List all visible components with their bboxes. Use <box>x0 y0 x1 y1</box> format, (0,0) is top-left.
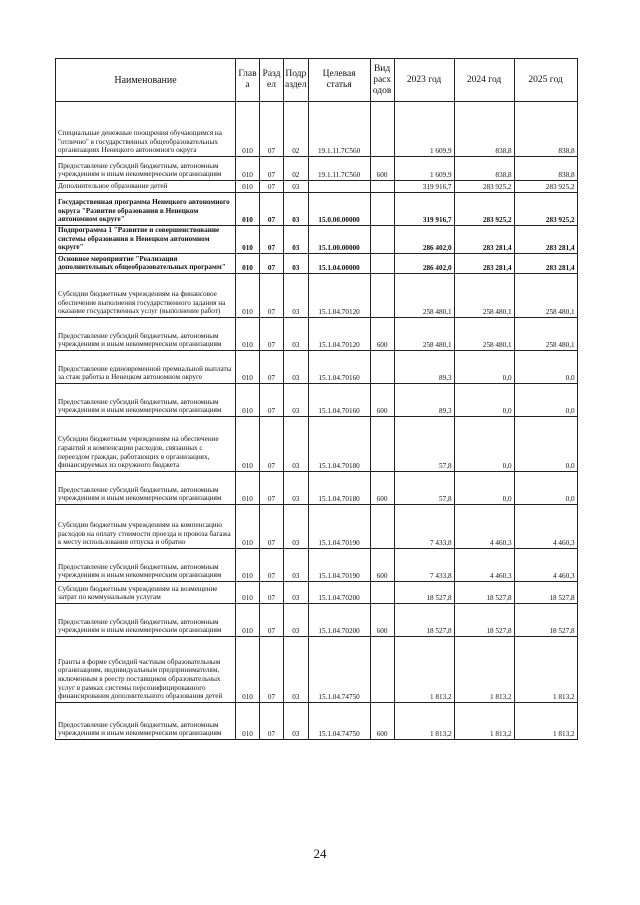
row-razdel: 07 <box>260 416 284 471</box>
table-row <box>56 504 578 548</box>
header-name: Наименование <box>56 59 236 102</box>
row-2025: 838,8 <box>514 157 577 181</box>
row-2023: 1 609,9 <box>394 102 454 157</box>
row-vid <box>370 253 394 273</box>
row-razdel: 07 <box>260 226 284 254</box>
row-2023: 319 916,7 <box>394 181 454 193</box>
row-glava: 010 <box>236 226 260 254</box>
row-target: 15.1.04.70120 <box>308 273 370 317</box>
row-vid: 600 <box>370 383 394 416</box>
table-row <box>56 383 578 416</box>
row-2023: 319 916,7 <box>394 193 454 226</box>
row-target: 15.1.04.70120 <box>308 317 370 350</box>
row-2025: 0,0 <box>514 383 577 416</box>
table-row <box>56 350 578 383</box>
table-row <box>56 603 578 636</box>
row-razdel: 07 <box>260 471 284 504</box>
row-razdel: 07 <box>260 603 284 636</box>
header-2023: 2023 год <box>394 59 454 102</box>
row-vid <box>370 504 394 548</box>
row-glava: 010 <box>236 636 260 702</box>
row-glava: 010 <box>236 157 260 181</box>
row-vid: 600 <box>370 603 394 636</box>
header-2024: 2024 год <box>454 59 514 102</box>
row-podrazdel: 02 <box>284 102 309 157</box>
row-vid <box>370 416 394 471</box>
row-target: 15.1.04.70190 <box>308 504 370 548</box>
row-2024: 4 460,3 <box>454 548 514 581</box>
row-2024: 283 925,2 <box>454 181 514 193</box>
row-vid: 600 <box>370 471 394 504</box>
row-glava: 010 <box>236 350 260 383</box>
row-2025: 4 460,3 <box>514 548 577 581</box>
page-number: 24 <box>313 846 327 861</box>
row-razdel: 07 <box>260 581 284 603</box>
row-target: 15.1.04.70180 <box>308 416 370 471</box>
table-row <box>56 157 578 181</box>
row-podrazdel: 03 <box>284 253 309 273</box>
row-vid <box>370 581 394 603</box>
row-vid <box>370 273 394 317</box>
row-podrazdel: 03 <box>284 273 309 317</box>
row-vid <box>370 350 394 383</box>
row-razdel: 07 <box>260 383 284 416</box>
row-target: 19.1.11.7С560 <box>308 157 370 181</box>
header-2025: 2025 год <box>514 59 577 102</box>
row-podrazdel: 03 <box>284 226 309 254</box>
table-row <box>56 548 578 581</box>
row-razdel: 07 <box>260 253 284 273</box>
row-2025: 18 527,8 <box>514 581 577 603</box>
row-podrazdel: 03 <box>284 471 309 504</box>
row-2023: 7 433,8 <box>394 548 454 581</box>
row-name: Предоставление субсидий бюджетным, автономным учреждениям и иным некоммерческим организациям <box>56 157 236 181</box>
row-2023: 286 402,0 <box>394 226 454 254</box>
row-2023: 258 480,1 <box>394 273 454 317</box>
row-name: Предоставление субсидий бюджетным, автономным учреждениям и иным некоммерческим организациям <box>56 383 236 416</box>
row-2024: 0,0 <box>454 471 514 504</box>
row-name: Гранты в форме субсидий частным образовательным организациям, индивидуальным предпринимателям, включенным в реестр поставщиков образовательных услуг в рамках системы персонифицированного финансирования дополнительного образования детей <box>56 636 236 702</box>
row-glava: 010 <box>236 702 260 739</box>
row-2025: 283 925,2 <box>514 181 577 193</box>
row-target: 15.1.04.70200 <box>308 603 370 636</box>
row-2023: 286 402,0 <box>394 253 454 273</box>
row-glava: 010 <box>236 548 260 581</box>
table-row <box>56 581 578 603</box>
row-target: 15.1.04.70180 <box>308 471 370 504</box>
row-vid: 600 <box>370 317 394 350</box>
row-2024: 838,8 <box>454 102 514 157</box>
row-name: Специальные денежные поощрения обучающимся на "отлично" в государственных общеобразовательных организациях Ненецкого автономного округа <box>56 102 236 157</box>
row-2024: 838,8 <box>454 157 514 181</box>
row-target: 15.1.04.00000 <box>308 253 370 273</box>
row-2024: 1 813,2 <box>454 636 514 702</box>
row-glava: 010 <box>236 102 260 157</box>
row-name: Предоставление субсидий бюджетным, автономным учреждениям и иным некоммерческим организациям <box>56 548 236 581</box>
row-target <box>308 181 370 193</box>
row-2025: 1 813,2 <box>514 702 577 739</box>
row-name: Субсидии бюджетным учреждениям на компенсацию расходов на оплату стоимости проезда и провоза багажа к месту использования отпуска и обратно <box>56 504 236 548</box>
row-2023: 1 609,9 <box>394 157 454 181</box>
row-2023: 89,3 <box>394 383 454 416</box>
row-glava: 010 <box>236 181 260 193</box>
table-row <box>56 317 578 350</box>
row-2023: 89,3 <box>394 350 454 383</box>
row-razdel: 07 <box>260 181 284 193</box>
row-razdel: 07 <box>260 548 284 581</box>
row-2025: 258 480,1 <box>514 273 577 317</box>
row-razdel: 07 <box>260 317 284 350</box>
row-2024: 4 460,3 <box>454 504 514 548</box>
row-2024: 283 281,4 <box>454 253 514 273</box>
row-2023: 1 813,2 <box>394 702 454 739</box>
row-razdel: 07 <box>260 273 284 317</box>
budget-table <box>55 58 578 740</box>
row-target: 15.0.00.00000 <box>308 193 370 226</box>
row-target: 15.1.04.70190 <box>308 548 370 581</box>
row-2024: 0,0 <box>454 383 514 416</box>
row-2025: 283 281,4 <box>514 253 577 273</box>
table-row <box>56 416 578 471</box>
table-row <box>56 471 578 504</box>
row-2024: 0,0 <box>454 416 514 471</box>
row-target: 15.1.04.74750 <box>308 636 370 702</box>
row-name: Предоставление субсидий бюджетным, автономным учреждениям и иным некоммерческим организациям <box>56 471 236 504</box>
row-podrazdel: 03 <box>284 383 309 416</box>
row-name: Предоставление субсидий бюджетным, автономным учреждениям и иным некоммерческим организациям <box>56 603 236 636</box>
row-name: Субсидии бюджетным учреждениям на обеспечение гарантий и компенсации расходов, связанных с переездом граждан, работающих в организациях, финансируемых из окружного бюджета <box>56 416 236 471</box>
row-2023: 57,8 <box>394 471 454 504</box>
row-vid: 600 <box>370 548 394 581</box>
row-2025: 838,8 <box>514 102 577 157</box>
row-target: 15.1.04.70160 <box>308 383 370 416</box>
row-target: 15.1.00.00000 <box>308 226 370 254</box>
row-2023: 18 527,8 <box>394 603 454 636</box>
row-target: 15.1.04.70200 <box>308 581 370 603</box>
table-header-row <box>56 59 578 102</box>
header-glava: Глав а <box>236 59 260 102</box>
row-glava: 010 <box>236 317 260 350</box>
row-target: 15.1.04.74750 <box>308 702 370 739</box>
row-2024: 0,0 <box>454 350 514 383</box>
table-body <box>56 102 578 740</box>
row-razdel: 07 <box>260 504 284 548</box>
header-target: Целевая статья <box>308 59 370 102</box>
row-2024: 18 527,8 <box>454 581 514 603</box>
row-razdel: 07 <box>260 157 284 181</box>
table-row <box>56 181 578 193</box>
header-razdel: Разд ел <box>260 59 284 102</box>
table-row <box>56 273 578 317</box>
row-name: Предоставление единовременной премиальной выплаты за стаж работы в Ненецком автономном округе <box>56 350 236 383</box>
row-target: 15.1.04.70160 <box>308 350 370 383</box>
row-2025: 283 925,2 <box>514 193 577 226</box>
row-2025: 18 527,8 <box>514 603 577 636</box>
row-podrazdel: 03 <box>284 636 309 702</box>
row-2023: 7 433,8 <box>394 504 454 548</box>
row-2024: 18 527,8 <box>454 603 514 636</box>
row-2025: 0,0 <box>514 471 577 504</box>
row-2024: 258 480,1 <box>454 317 514 350</box>
row-podrazdel: 03 <box>284 702 309 739</box>
row-2024: 1 813,2 <box>454 702 514 739</box>
row-name: Дополнительное образование детей <box>56 181 236 193</box>
row-target: 19.1.11.7С560 <box>308 102 370 157</box>
row-name: Подпрограмма 1 "Развитие и совершенствование системы образования в Ненецком автономном округе" <box>56 226 236 254</box>
row-glava: 010 <box>236 383 260 416</box>
row-glava: 010 <box>236 504 260 548</box>
row-glava: 010 <box>236 193 260 226</box>
row-podrazdel: 03 <box>284 603 309 636</box>
table-row <box>56 102 578 157</box>
row-name: Субсидии бюджетным учреждениям на возмещение затрат по коммунальным услугам <box>56 581 236 603</box>
row-glava: 010 <box>236 603 260 636</box>
row-vid <box>370 636 394 702</box>
row-podrazdel: 03 <box>284 416 309 471</box>
table-row <box>56 226 578 254</box>
row-glava: 010 <box>236 253 260 273</box>
row-vid: 600 <box>370 157 394 181</box>
row-2023: 57,8 <box>394 416 454 471</box>
row-podrazdel: 03 <box>284 181 309 193</box>
row-vid <box>370 226 394 254</box>
row-vid <box>370 193 394 226</box>
row-razdel: 07 <box>260 702 284 739</box>
row-2024: 258 480,1 <box>454 273 514 317</box>
table-row <box>56 193 578 226</box>
row-vid <box>370 181 394 193</box>
row-2025: 0,0 <box>514 416 577 471</box>
row-podrazdel: 03 <box>284 504 309 548</box>
row-glava: 010 <box>236 581 260 603</box>
row-vid <box>370 102 394 157</box>
row-glava: 010 <box>236 471 260 504</box>
row-vid: 600 <box>370 702 394 739</box>
row-razdel: 07 <box>260 102 284 157</box>
row-razdel: 07 <box>260 193 284 226</box>
row-name: Предоставление субсидий бюджетным, автономным учреждениям и иным некоммерческим организациям <box>56 317 236 350</box>
row-2024: 283 925,2 <box>454 193 514 226</box>
row-2025: 4 460,3 <box>514 504 577 548</box>
table-row <box>56 702 578 739</box>
row-podrazdel: 03 <box>284 581 309 603</box>
row-name: Государственная программа Ненецкого автономного округа "Развитие образования в Ненецком автономном округе" <box>56 193 236 226</box>
table-row <box>56 253 578 273</box>
row-2023: 258 480,1 <box>394 317 454 350</box>
row-2024: 283 281,4 <box>454 226 514 254</box>
row-glava: 010 <box>236 273 260 317</box>
row-razdel: 07 <box>260 350 284 383</box>
row-podrazdel: 02 <box>284 157 309 181</box>
row-glava: 010 <box>236 416 260 471</box>
header-vid: Вид расх одов <box>370 59 394 102</box>
row-podrazdel: 03 <box>284 548 309 581</box>
table-row <box>56 636 578 702</box>
row-name: Основное мероприятие "Реализация дополнительных общеобразовательных программ" <box>56 253 236 273</box>
row-2025: 0,0 <box>514 350 577 383</box>
row-2025: 1 813,2 <box>514 636 577 702</box>
row-name: Предоставление субсидий бюджетным, автономным учреждениям и иным некоммерческим организациям <box>56 702 236 739</box>
row-2025: 258 480,1 <box>514 317 577 350</box>
row-podrazdel: 03 <box>284 193 309 226</box>
row-2025: 283 281,4 <box>514 226 577 254</box>
row-podrazdel: 03 <box>284 350 309 383</box>
row-podrazdel: 03 <box>284 317 309 350</box>
row-name: Субсидии бюджетным учреждениям на финансовое обеспечение выполнения государственного задания на оказание государственных услуг (выполнение работ) <box>56 273 236 317</box>
row-razdel: 07 <box>260 636 284 702</box>
row-2023: 18 527,8 <box>394 581 454 603</box>
header-podrazdel: Подр аздел <box>284 59 309 102</box>
row-2023: 1 813,2 <box>394 636 454 702</box>
